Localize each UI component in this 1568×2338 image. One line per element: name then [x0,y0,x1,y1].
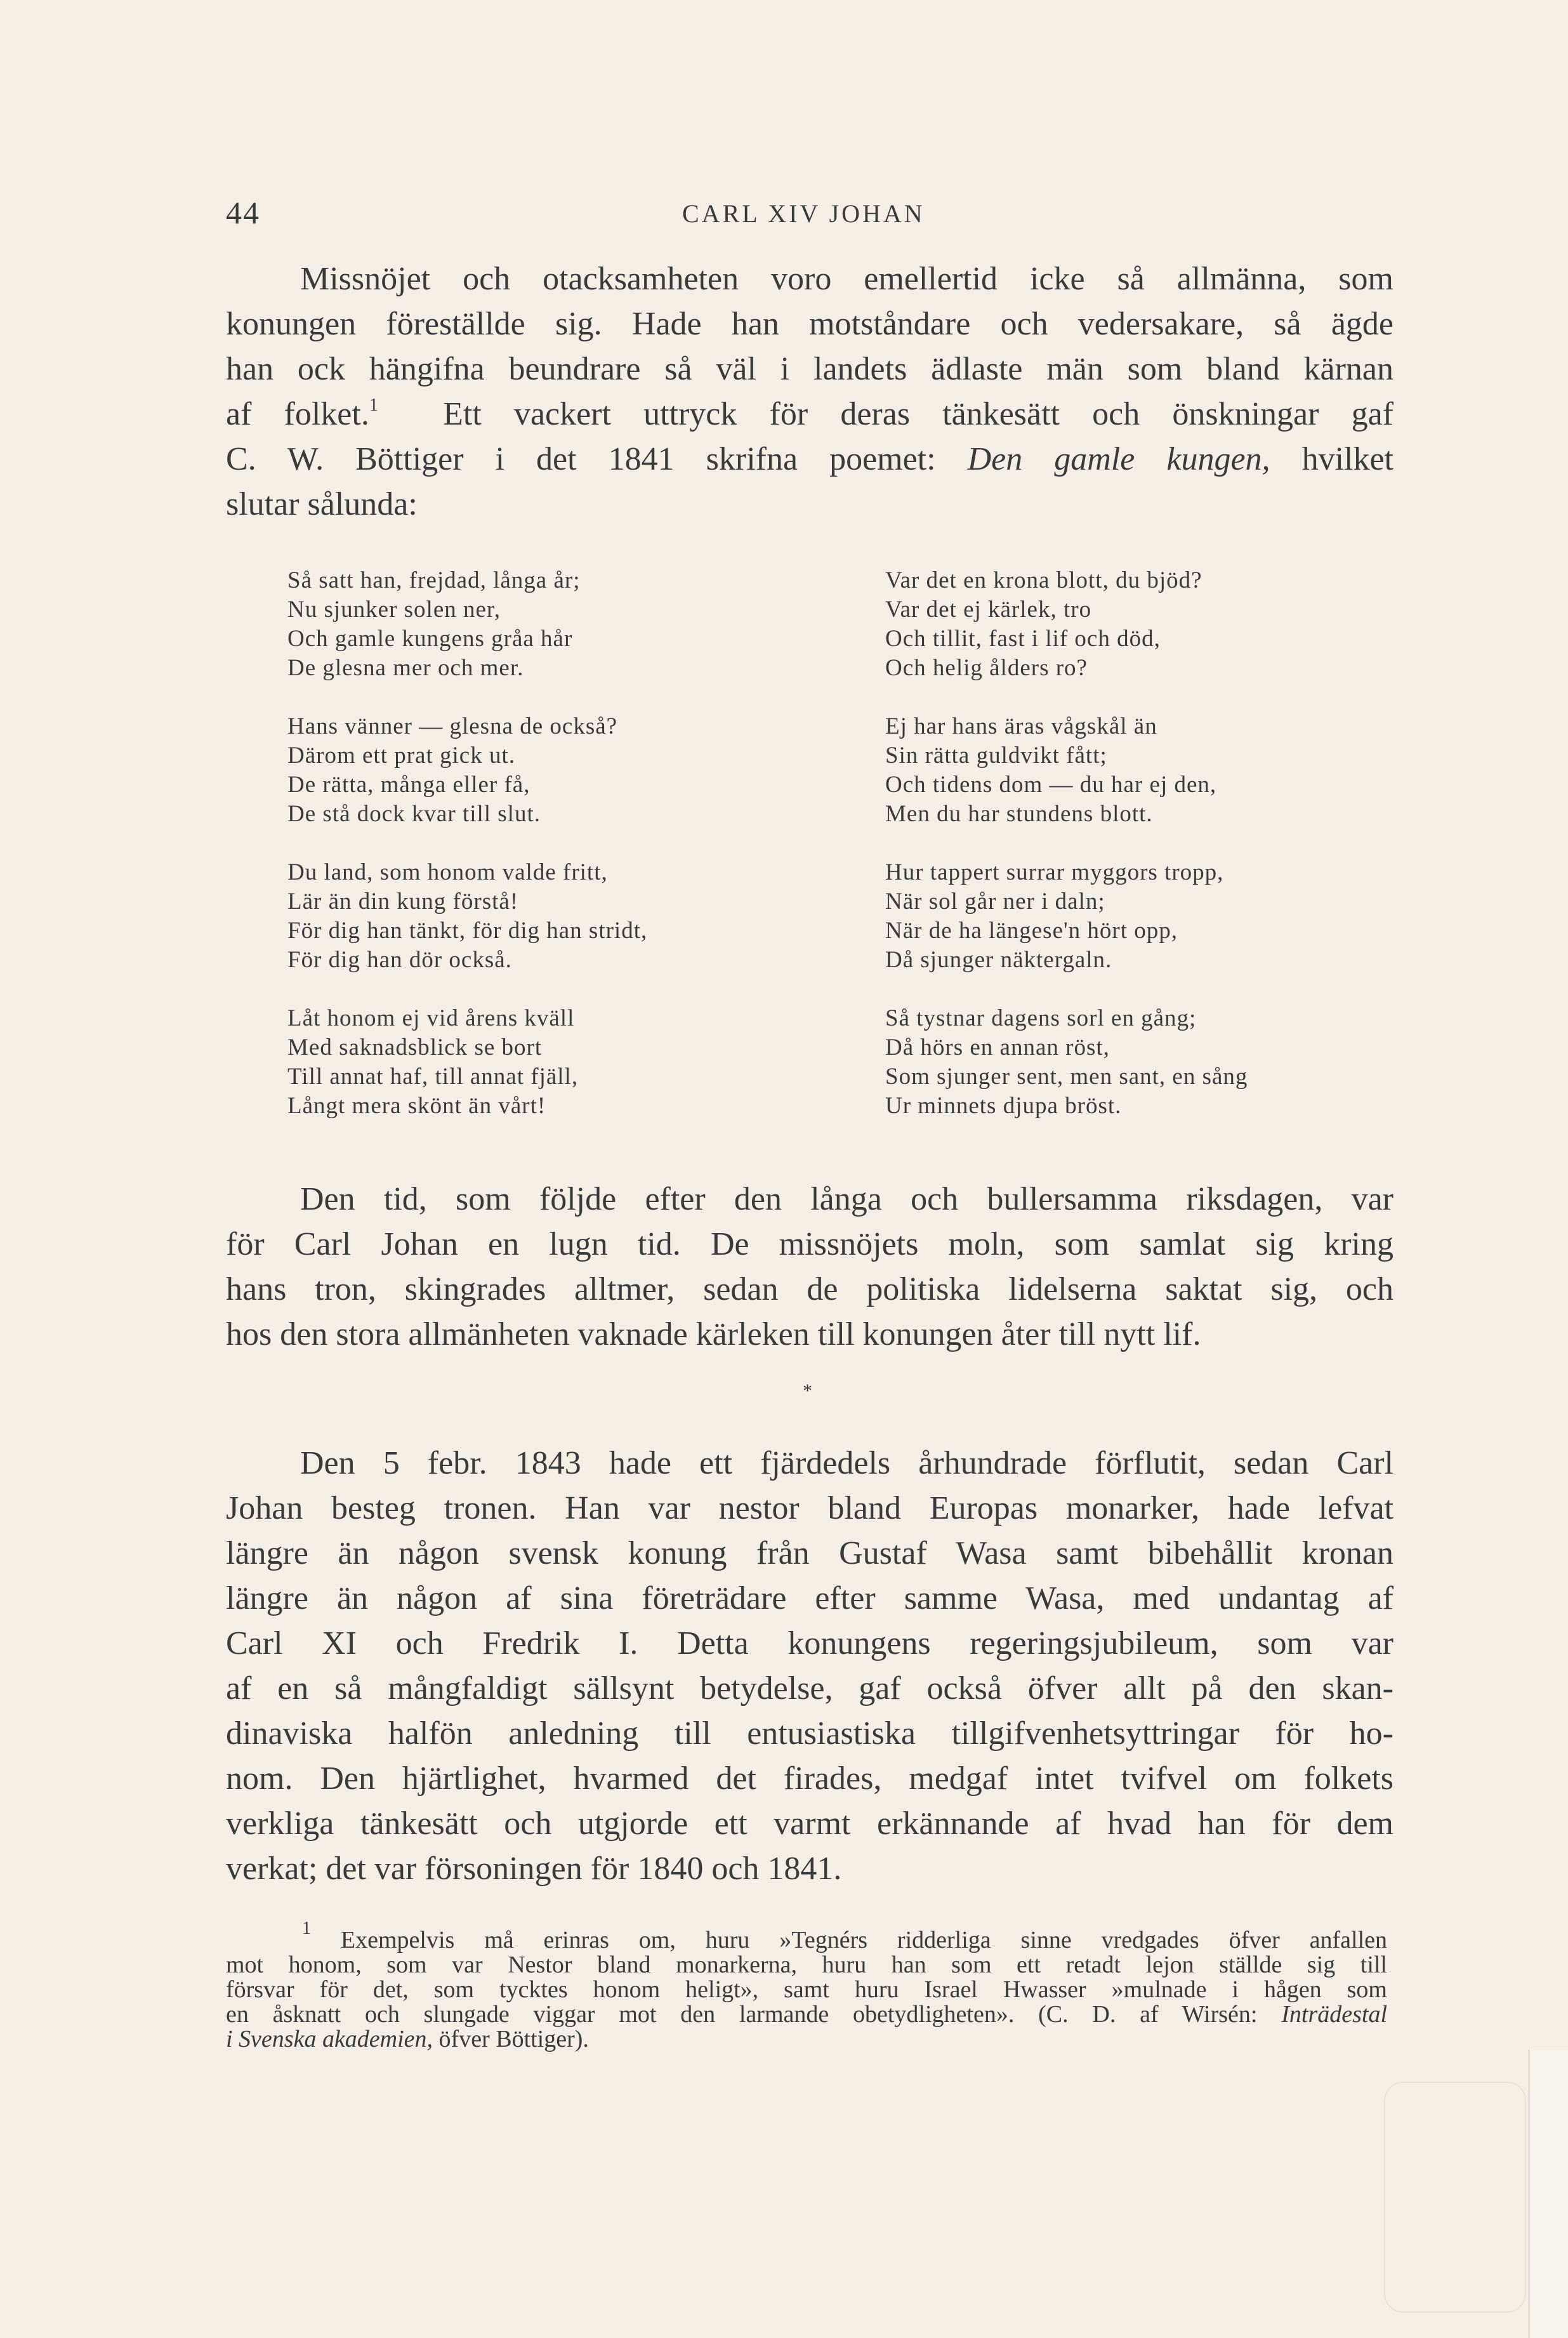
poem-stanza [287,712,647,829]
poem-line: Så tystnar dagens sorl en gång; [885,1005,1197,1031]
footnote-reference: 1 [369,395,378,415]
poem-stanza [885,1004,1248,1121]
paragraph-line: af en så mångfaldigt sällsynt betydelse, gaf också öfver allt på den skan- [226,1670,1393,1707]
poem-line: Som sjunger sent, men sant, en sång [885,1064,1248,1090]
poem-line: Och tillit, fast i lif och död, [885,626,1161,652]
paragraph-line: Johan besteg tronen. Han var nestor bland Europas monarker, hade lefvat [226,1490,1393,1526]
poem-line: De stå dock kvar till slut. [287,801,541,827]
paragraph-text: C. W. Böttiger i det 1841 skrifna poemet: [226,441,936,477]
paragraph-line: konungen föreställde sig. Hade han motståndare och vedersakare, så ägde [226,306,1393,342]
section-asterism: * [803,1380,812,1401]
poem-line: Hans vänner — glesna de också? [287,713,618,739]
paragraph-line: Den tid, som följde efter den långa och bullersamma riksdagen, var [300,1181,1393,1217]
poem-line: För dig han tänkt, för dig han stridt, [287,918,648,944]
poem-line: Till annat haf, till annat fjäll, [287,1064,579,1090]
page-edge-mark [1384,2082,1526,2313]
footnote-line: försvar för det, som tycktes honom heligt», samt huru Israel Hwasser »mulnade i hågen som [226,1976,1387,2003]
paragraph-line-with-footnote [226,392,1393,437]
paragraph-line: verkliga tänkesätt och utgjorde ett varmt erkännande af hvad han för dem [226,1806,1393,1842]
poem-stanza [287,1004,647,1121]
poem-line: Sin rätta guldvikt fått; [885,743,1107,769]
poem-line: Därom ett prat gick ut. [287,743,515,769]
poem-line: Då hörs en annan röst, [885,1034,1110,1060]
paragraph-text: Ett vackert uttryck för deras tänkesätt och önskningar gaf [443,396,1393,432]
poem-line: För dig han dör också. [287,947,512,973]
paragraph-line: längre än någon svensk konung från Gustaf Wasa samt bibehållit kronan [226,1535,1393,1571]
page-edge-shadow [1528,2050,1568,2338]
footnote-text: öfver Böttiger). [438,2026,589,2052]
footnote-line [226,2027,1387,2052]
poem-stanza [885,566,1248,683]
poem-line: Med saknadsblick se bort [287,1034,543,1060]
poem-line: De glesna mer och mer. [287,655,524,681]
poem-title: Den gamle kungen, [967,441,1270,477]
poem-right-column [885,566,1248,1150]
paragraph-1 [226,256,1393,527]
poem-line: Var det en krona blott, du bjöd? [885,567,1202,593]
poem-line: Du land, som honom valde fritt, [287,859,608,885]
poem-left-column [287,566,647,1150]
footnote-line: mot honom, som var Nestor bland monarkerna, huru han som ett retadt lejon ställde sig till [226,1952,1387,1978]
poem-line: Ur minnets djupa bröst. [885,1093,1122,1119]
paragraph-line: Den 5 febr. 1843 hade ett fjärdedels århundrade förflutit, sedan Carl [300,1445,1393,1481]
paragraph-3 [226,1441,1393,1891]
poem-stanza [287,566,647,683]
footnote-text: Exempelvis må erinras om, huru »Tegnérs ridderliga sinne vredgades öfver anfallen [340,1927,1388,1953]
poem-line: Men du har stundens blott. [885,801,1153,827]
paragraph-2 [226,1177,1393,1357]
paragraph-line: slutar sålunda: [226,486,418,522]
paragraph-line: Carl XI och Fredrik I. Detta konungens regeringsjubileum, som var [226,1625,1393,1661]
footnote [226,1919,1388,2052]
footnote-line [226,1919,1388,1953]
paragraph-line: dinaviska halfön anledning till entusiastiska tillgifvenhetsyttringar för ho- [226,1715,1393,1752]
poem-line: Långt mera skönt än vårt! [287,1093,546,1119]
poem-line: Låt honom ej vid årens kväll [287,1005,575,1031]
paragraph-line: nom. Den hjärtlighet, hvarmed det firades, medgaf intet tvifvel om folkets [226,1760,1393,1797]
poem-line: Hur tappert surrar myggors tropp, [885,859,1224,885]
paragraph-line-with-title [226,437,1393,482]
poem-line: När de ha längese'n hört opp, [885,918,1178,944]
paragraph-line: för Carl Johan en lugn tid. De missnöjets moln, som samlat sig kring [226,1226,1393,1262]
paragraph-line: verkat; det var försoningen för 1840 och 1841. [226,1851,842,1887]
paragraph-line: han ock hängifna beundrare så väl i landets ädlaste män som bland kärnan [226,351,1393,387]
poem-stanza [885,858,1248,975]
footnote-italic-title: Inträdestal [1281,2001,1388,2028]
footnote-italic-title: i Svenska akademien, [226,2026,433,2052]
paragraph-line: hans tron, skingrades alltmer, sedan de politiska lidelserna saktat sig, och [226,1271,1393,1307]
poem-line: Och tidens dom — du har ej den, [885,772,1217,798]
poem-line: Var det ej kärlek, tro [885,597,1092,623]
poem-line: Så satt han, frejdad, långa år; [287,567,581,593]
footnote-text: en åsknatt och slungade viggar mot den larmande obetydligheten». (C. D. af Wirsén: [226,2001,1258,2028]
footnote-line [226,2002,1387,2027]
paragraph-line: Missnöjet och otacksamheten voro emellertid icke så allmänna, som [300,261,1393,297]
poem-line: De rätta, många eller få, [287,772,530,798]
paragraph-line: hos den stora allmänheten vaknade kärleken till konungen åter till nytt lif. [226,1316,1201,1352]
paragraph-line: längre än någon af sina företrädare efter samme Wasa, med undantag af [226,1580,1393,1616]
poem-line: När sol går ner i daln; [885,888,1105,915]
poem-line: Då sjunger näktergaln. [885,947,1112,973]
poem-line: Och gamle kungens gråa hår [287,626,573,652]
poem-line: Och helig ålders ro? [885,655,1088,681]
page-number: 44 [226,195,260,230]
poem-stanza [287,858,647,975]
footnote-mark: 1 [302,1919,311,1938]
poem-line: Lär än din kung förstå! [287,888,519,915]
running-title: CARL XIV JOHAN [682,199,925,228]
poem-line: Ej har hans äras vågskål än [885,713,1157,739]
poem-line: Nu sjunker solen ner, [287,597,501,623]
poem-stanza [885,712,1248,829]
paragraph-text: af folket. [226,396,369,432]
paragraph-text: hvilket [1301,441,1393,477]
